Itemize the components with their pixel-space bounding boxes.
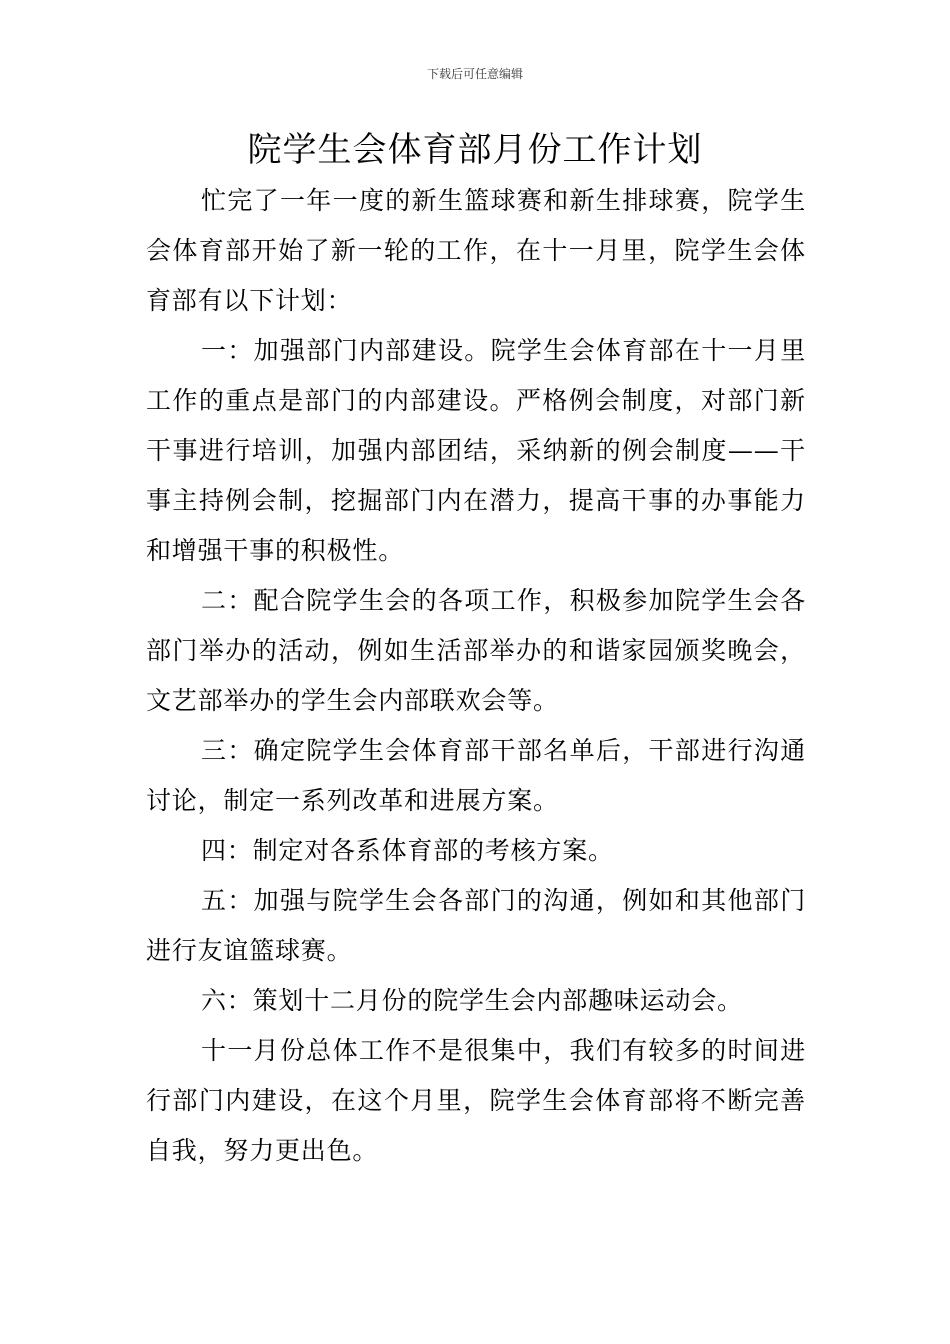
document-body	[146, 176, 806, 1176]
paragraph-item-1: 一：加强部门内部建设。院学生会体育部在十一月里工作的重点是部门的内部建设。严格例会制度，对部门新干事进行培训，加强内部团结，采纳新的例会制度——干事主持例会制，挖掘部门内在潜力，提高干事的办事能力和增强干事的积极性。	[146, 336, 806, 565]
paragraph-item-4: 四：制定对各系体育部的考核方案。	[201, 836, 614, 865]
paragraph-conclusion: 十一月份总体工作不是很集中，我们有较多的时间进行部门内建设，在这个月里，院学生会体育部将不断完善自我，努力更出色。	[146, 1036, 806, 1165]
paragraph-intro: 忙完了一年一度的新生篮球赛和新生排球赛，院学生会体育部开始了新一轮的工作，在十一月里，院学生会体育部有以下计划：	[146, 186, 806, 315]
paragraph-item-6: 六：策划十二月份的院学生会内部趣味运动会。	[201, 986, 743, 1015]
header-note: 下载后可任意编辑	[426, 67, 523, 81]
paragraph-item-5: 五：加强与院学生会各部门的沟通，例如和其他部门进行友谊篮球赛。	[146, 886, 806, 965]
document-title: 院学生会体育部月份工作计划	[247, 130, 703, 170]
paragraph-item-3: 三：确定院学生会体育部干部名单后，干部进行沟通讨论，制定一系列改革和进展方案。	[146, 736, 806, 815]
paragraph-item-2: 二：配合院学生会的各项工作，积极参加院学生会各部门举办的活动，例如生活部举办的和谐家园颁奖晚会，文艺部举办的学生会内部联欢会等。	[146, 586, 806, 715]
